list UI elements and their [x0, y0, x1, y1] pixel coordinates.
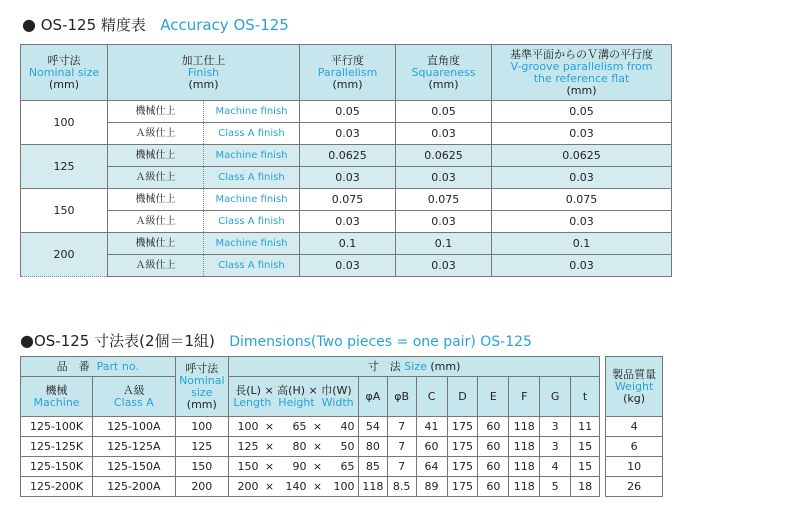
dim-A-cell: 118 [358, 477, 387, 497]
bullet-icon: ● [22, 15, 36, 34]
lhw-en-l: Length [233, 395, 272, 409]
header-D: D [447, 377, 478, 417]
parallelism-cell: 0.03 [300, 167, 396, 189]
header-G: G [540, 377, 571, 417]
dimensions-row [21, 457, 663, 477]
machine-partno-cell: 125-200K [21, 477, 93, 497]
finish-jp-cell: Ａ級仕上 [108, 167, 204, 189]
dim-E-cell: 60 [478, 437, 509, 457]
header-F: F [509, 377, 540, 417]
accuracy-row [21, 167, 672, 189]
accuracy-row [21, 211, 672, 233]
header-finish [108, 45, 300, 101]
finish-unit: (mm) [188, 77, 219, 91]
parallelism-cell: 0.03 [300, 211, 396, 233]
par-jp: 平行度 [331, 53, 364, 67]
size-unit: (mm) [48, 77, 79, 91]
machine-partno-cell: 125-125K [21, 437, 93, 457]
machine-partno-cell: 125-150K [21, 457, 93, 477]
dim-B-cell: 7 [387, 437, 416, 457]
vgroove-cell: 0.03 [492, 123, 672, 145]
length-value: 125 [237, 439, 259, 453]
width-value: 50 [340, 439, 355, 453]
dim-D-cell: 175 [447, 477, 478, 497]
header-phiA: φA [358, 377, 387, 417]
header-squareness [396, 45, 492, 101]
dim-D-cell: 175 [447, 417, 478, 437]
dim-t-cell: 15 [571, 437, 600, 457]
header-lhw [229, 377, 359, 417]
dimensions-title-jp: OS-125 寸法表(2個＝1組) [33, 332, 215, 350]
vgroove-cell: 0.0625 [492, 145, 672, 167]
lhw-jp: 長(L) × 高(H) × 巾(W) [235, 383, 352, 397]
header-C: C [416, 377, 447, 417]
bullet-icon: ● [20, 331, 34, 350]
header-weight [606, 357, 663, 417]
dim-t-cell: 15 [571, 457, 600, 477]
finish-en-cell: Machine finish [204, 145, 300, 167]
finish-en-cell: Machine finish [204, 189, 300, 211]
sq-jp: 直角度 [427, 53, 460, 67]
dim-D-cell: 175 [447, 457, 478, 477]
lhw-en-w: Width [321, 395, 354, 409]
nominal-size-cell: 100 [175, 417, 229, 437]
dsize-en: Nominal size [179, 373, 225, 399]
dimensions-row [21, 477, 663, 497]
machine-partno-cell: 125-100K [21, 417, 93, 437]
height-value: 90 [292, 459, 307, 473]
dimensions-table [20, 356, 663, 497]
times-sign: × [312, 479, 323, 493]
partno-jp: 品 番 [56, 359, 90, 373]
dsize-jp: 呼寸法 [185, 361, 219, 375]
length-value: 100 [237, 419, 259, 433]
finish-jp-cell: Ａ級仕上 [108, 123, 204, 145]
weight-unit: (kg) [623, 391, 646, 405]
dimensions-title-en: Dimensions(Two pieces = one pair) OS-125 [229, 334, 532, 350]
squareness-cell: 0.03 [396, 167, 492, 189]
vgroove-cell: 0.075 [492, 189, 672, 211]
classa-partno-cell: 125-100A [93, 417, 175, 437]
dim-t-cell: 18 [571, 477, 600, 497]
vg-en: V-groove parallelism from the reference flat [510, 59, 653, 85]
accuracy-header-row [21, 45, 672, 101]
times-sign: × [264, 439, 275, 453]
times-sign: × [264, 459, 275, 473]
header-partno [21, 357, 176, 377]
nominal-size-cell: 200 [175, 477, 229, 497]
finish-en-cell: Class A finish [204, 211, 300, 233]
length-value: 150 [237, 459, 259, 473]
weight-cell: 6 [606, 437, 663, 457]
finish-jp-cell: Ａ級仕上 [108, 255, 204, 277]
squareness-cell: 0.1 [396, 233, 492, 255]
dim-G-cell: 3 [540, 417, 571, 437]
squareness-cell: 0.0625 [396, 145, 492, 167]
accuracy-row [21, 233, 672, 255]
finish-en-cell: Class A finish [204, 167, 300, 189]
classa-partno-cell: 125-125A [93, 437, 175, 457]
accuracy-row [21, 255, 672, 277]
header-vgroove [492, 45, 672, 101]
dim-C-cell: 89 [416, 477, 447, 497]
parallelism-cell: 0.05 [300, 101, 396, 123]
finish-en-cell: Class A finish [204, 255, 300, 277]
dimensions-title [20, 330, 532, 351]
header-E: E [478, 377, 509, 417]
dim-G-cell: 4 [540, 457, 571, 477]
times-sign: × [312, 439, 323, 453]
size-cell: 150 [21, 189, 108, 233]
width-value: 65 [340, 459, 355, 473]
dim-D-cell: 175 [447, 437, 478, 457]
squareness-cell: 0.075 [396, 189, 492, 211]
weight-jp: 製品質量 [612, 367, 657, 381]
lhw-cell [229, 457, 359, 477]
classa-partno-cell: 125-150A [93, 457, 175, 477]
header-nominal-size [21, 45, 108, 101]
header-t: t [571, 377, 600, 417]
par-en: Parallelism [317, 65, 378, 79]
finish-en-cell: Class A finish [204, 123, 300, 145]
times-sign: × [312, 459, 323, 473]
dim-G-cell: 3 [540, 437, 571, 457]
height-value: 80 [292, 439, 307, 453]
width-value: 100 [333, 479, 355, 493]
times-sign: × [264, 479, 275, 493]
dim-B-cell: 8.5 [387, 477, 416, 497]
lhw-en-h: Height [278, 395, 315, 409]
parallelism-cell: 0.075 [300, 189, 396, 211]
dimensions-row [21, 417, 663, 437]
dim-A-cell: 54 [358, 417, 387, 437]
times-sign: × [312, 419, 323, 433]
lhw-cell [229, 477, 359, 497]
dim-B-cell: 7 [387, 457, 416, 477]
dim-B-cell: 7 [387, 417, 416, 437]
dim-C-cell: 64 [416, 457, 447, 477]
accuracy-row [21, 101, 672, 123]
finish-jp-cell: 機械仕上 [108, 189, 204, 211]
header-parallelism [300, 45, 396, 101]
dim-header-row-2 [21, 377, 663, 417]
vgroove-cell: 0.03 [492, 255, 672, 277]
weight-cell: 4 [606, 417, 663, 437]
squareness-cell: 0.03 [396, 255, 492, 277]
header-machine [21, 377, 93, 417]
parallelism-cell: 0.1 [300, 233, 396, 255]
classa-en: Class A [113, 395, 154, 409]
times-sign: × [264, 419, 275, 433]
parallelism-cell: 0.03 [300, 255, 396, 277]
length-value: 200 [237, 479, 259, 493]
machine-en: Machine [33, 395, 80, 409]
classa-jp: Ａ級 [122, 383, 145, 397]
dim-A-cell: 80 [358, 437, 387, 457]
finish-jp: 加工仕上 [181, 53, 226, 67]
vgroove-cell: 0.03 [492, 211, 672, 233]
dim-F-cell: 118 [509, 457, 540, 477]
width-value: 40 [340, 419, 355, 433]
dims-unit: (mm) [430, 359, 461, 373]
lhw-cell [229, 417, 359, 437]
lhw-cell [229, 437, 359, 457]
dim-t-cell: 11 [571, 417, 600, 437]
height-value: 65 [292, 419, 307, 433]
accuracy-title [22, 14, 289, 35]
partno-en: Part no. [96, 359, 139, 373]
size-cell: 200 [21, 233, 108, 277]
header-dim-size [175, 357, 229, 417]
dim-G-cell: 5 [540, 477, 571, 497]
dim-F-cell: 118 [509, 477, 540, 497]
finish-jp-cell: 機械仕上 [108, 145, 204, 167]
weight-en: Weight [614, 379, 654, 393]
accuracy-row [21, 145, 672, 167]
dim-E-cell: 60 [478, 417, 509, 437]
dim-E-cell: 60 [478, 477, 509, 497]
weight-cell: 26 [606, 477, 663, 497]
dsize-unit: (mm) [186, 397, 217, 411]
accuracy-title-jp: OS-125 精度表 [40, 16, 146, 34]
sq-en: Squareness [411, 65, 476, 79]
par-unit: (mm) [332, 77, 363, 91]
size-jp: 呼寸法 [47, 53, 81, 67]
dim-C-cell: 60 [416, 437, 447, 457]
vgroove-cell: 0.03 [492, 167, 672, 189]
parallelism-cell: 0.03 [300, 123, 396, 145]
vg-unit: (mm) [566, 83, 597, 97]
dim-header-row-1 [21, 357, 663, 377]
nominal-size-cell: 150 [175, 457, 229, 477]
classa-partno-cell: 125-200A [93, 477, 175, 497]
dimensions-row [21, 437, 663, 457]
squareness-cell: 0.03 [396, 123, 492, 145]
finish-en-cell: Machine finish [204, 233, 300, 255]
dims-en: Size [404, 359, 427, 373]
dim-F-cell: 118 [509, 417, 540, 437]
finish-en: Finish [187, 65, 220, 79]
dim-F-cell: 118 [509, 437, 540, 457]
machine-jp: 機械 [45, 383, 68, 397]
dims-jp: 寸 法 [367, 359, 401, 373]
header-classa [93, 377, 175, 417]
vgroove-cell: 0.05 [492, 101, 672, 123]
dim-C-cell: 41 [416, 417, 447, 437]
weight-cell: 10 [606, 457, 663, 477]
accuracy-table [20, 44, 672, 277]
size-en: Nominal size [28, 65, 100, 79]
finish-jp-cell: Ａ級仕上 [108, 211, 204, 233]
parallelism-cell: 0.0625 [300, 145, 396, 167]
size-cell: 125 [21, 145, 108, 189]
vg-jp: 基準平面からのＶ溝の平行度 [510, 47, 653, 61]
header-phiB: φB [387, 377, 416, 417]
accuracy-row [21, 189, 672, 211]
height-value: 140 [285, 479, 307, 493]
accuracy-title-en: Accuracy OS-125 [160, 16, 289, 34]
squareness-cell: 0.05 [396, 101, 492, 123]
header-dims [229, 357, 600, 377]
dim-A-cell: 85 [358, 457, 387, 477]
finish-en-cell: Machine finish [204, 101, 300, 123]
size-cell: 100 [21, 101, 108, 145]
vgroove-cell: 0.1 [492, 233, 672, 255]
finish-jp-cell: 機械仕上 [108, 233, 204, 255]
squareness-cell: 0.03 [396, 211, 492, 233]
nominal-size-cell: 125 [175, 437, 229, 457]
dim-E-cell: 60 [478, 457, 509, 477]
sq-unit: (mm) [428, 77, 459, 91]
finish-jp-cell: 機械仕上 [108, 101, 204, 123]
accuracy-row [21, 123, 672, 145]
